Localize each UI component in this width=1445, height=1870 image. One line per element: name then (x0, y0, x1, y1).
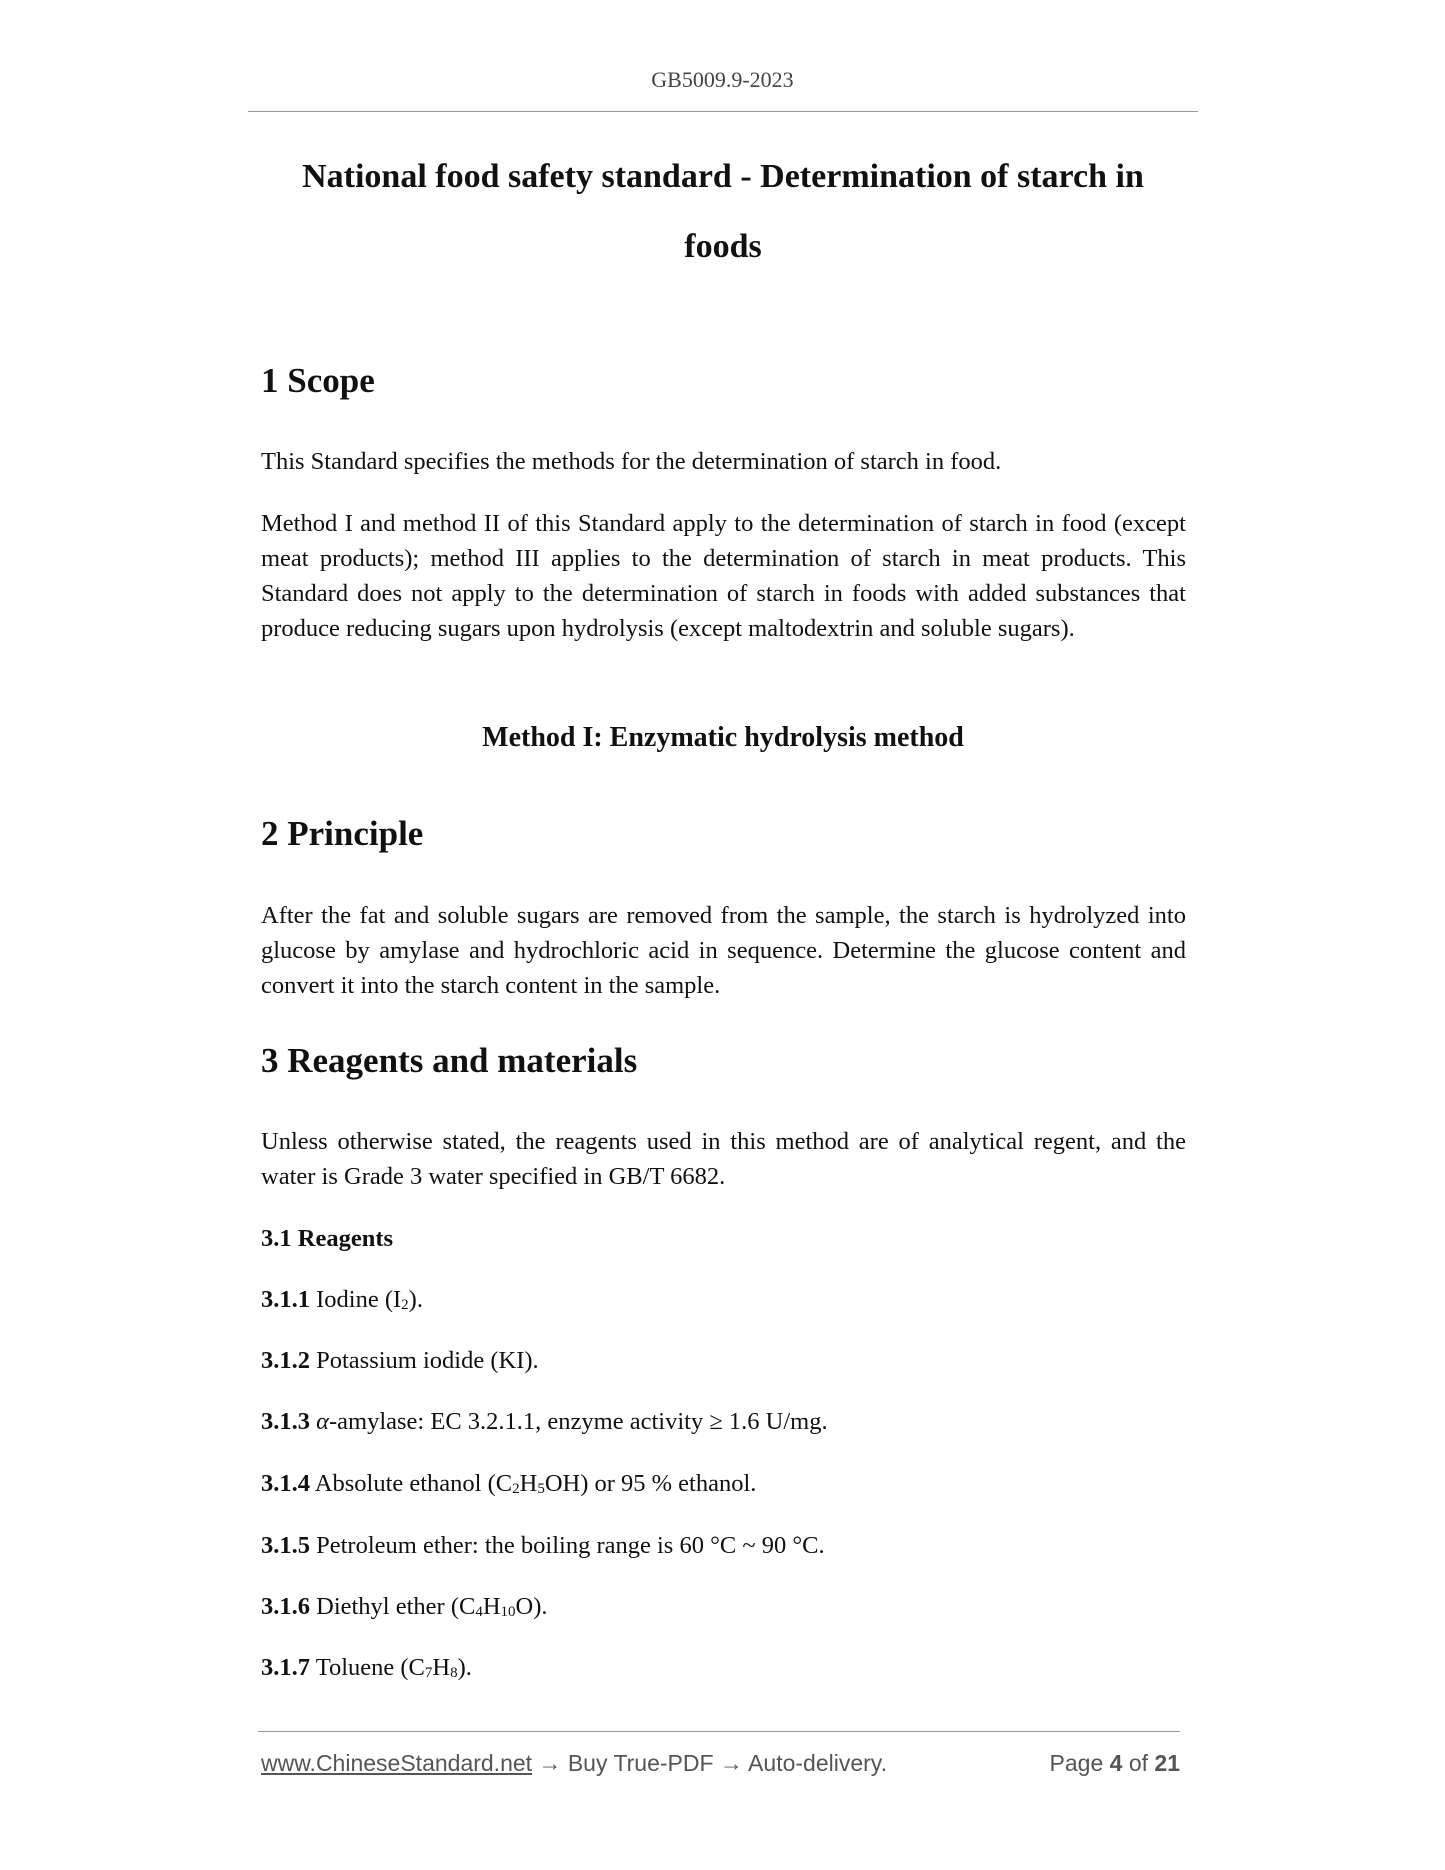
item-text: ). (457, 1654, 472, 1681)
running-header: GB5009.9-2023 (651, 67, 794, 92)
heading-principle: 2 Principle (261, 814, 424, 853)
item-text: ). (408, 1286, 423, 1313)
item-text: H (519, 1470, 538, 1497)
item-text: Iodine (I (316, 1286, 402, 1313)
document-title (248, 142, 1198, 282)
scope-paragraph-2: Method I and method II of this Standard apply to the determination of starch in food (except meat products); method III applies to the determination of starch in meat products. This Standard does not apply to the determination of starch in foods with added substances that produce reducing sugars upon hydrolysis (except maltodextrin and soluble sugars). (261, 510, 1186, 642)
footer-text (261, 1750, 887, 1777)
principle-paragraph: After the fat and soluble sugars are removed from the sample, the starch is hydrolyzed into glucose by amylase and hydrochloric acid in sequence. Determine the glucose content and convert it into the starch content in the sample. (261, 902, 1186, 999)
page-of: of (1128, 1750, 1149, 1776)
item-text: Potassium iodide (KI). (316, 1347, 539, 1374)
reagent-item (261, 1589, 548, 1630)
method-heading: Method I: Enzymatic hydrolysis method (482, 722, 964, 753)
reagent-item (261, 1343, 539, 1378)
item-number: 3.1.3 (261, 1408, 310, 1435)
title-line-2: foods (684, 228, 762, 265)
subscript: 8 (450, 1665, 458, 1681)
item-text: Petroleum ether: the boiling range is 60 °C ~ 90 °C. (316, 1532, 825, 1559)
subscript: 4 (475, 1604, 483, 1620)
subscript: 5 (537, 1481, 545, 1497)
item-number: 3.1.5 (261, 1532, 310, 1559)
item-text: Toluene (C (315, 1654, 425, 1681)
reagent-item (261, 1528, 825, 1563)
reagent-item (261, 1282, 423, 1323)
page-total: 21 (1154, 1750, 1180, 1776)
item-text: Diethyl ether (C (316, 1593, 476, 1620)
reagent-item (261, 1404, 828, 1439)
page-indicator (1050, 1750, 1180, 1777)
title-line-1: National food safety standard - Determination of starch in (302, 158, 1144, 195)
reagent-item (261, 1650, 472, 1691)
header-divider (248, 111, 1198, 112)
item-number: 3.1.7 (261, 1654, 310, 1681)
item-number: 3.1.1 (261, 1286, 310, 1313)
page-number: 4 (1109, 1750, 1123, 1776)
website-link[interactable]: www.ChineseStandard.net (261, 1750, 533, 1776)
scope-paragraph-1: This Standard specifies the methods for the determination of starch in food. (261, 448, 1002, 475)
page-label: Page (1049, 1750, 1104, 1776)
subscript: 2 (401, 1297, 409, 1313)
item-number: 3.1.4 (261, 1470, 310, 1497)
item-text: H (482, 1593, 501, 1620)
item-number: 3.1.6 (261, 1593, 310, 1620)
subheading-reagents: 3.1 Reagents (261, 1225, 394, 1252)
item-text: Absolute ethanol (C (314, 1470, 513, 1497)
item-text: O). (515, 1593, 548, 1620)
heading-scope: 1 Scope (261, 361, 375, 400)
reagents-paragraph: Unless otherwise stated, the reagents used in this method are of analytical regent, and the water is Grade 3 water specified in GB/T 6682. (261, 1128, 1186, 1190)
item-text: -amylase: EC 3.2.1.1, enzyme activity ≥ 1.6 U/mg. (329, 1408, 828, 1435)
subscript: 7 (424, 1665, 433, 1681)
footer-divider (258, 1731, 1180, 1732)
alpha-symbol: α (316, 1408, 329, 1435)
reagent-item (261, 1466, 756, 1507)
footer-promo: → Buy True-PDF → Auto-delivery. (532, 1750, 887, 1776)
subscript: 10 (500, 1604, 516, 1620)
item-text: OH) or 95 % ethanol. (544, 1470, 757, 1497)
item-number: 3.1.2 (261, 1347, 310, 1374)
item-text: H (432, 1654, 451, 1681)
heading-reagents: 3 Reagents and materials (261, 1041, 638, 1080)
subscript: 2 (512, 1481, 520, 1497)
